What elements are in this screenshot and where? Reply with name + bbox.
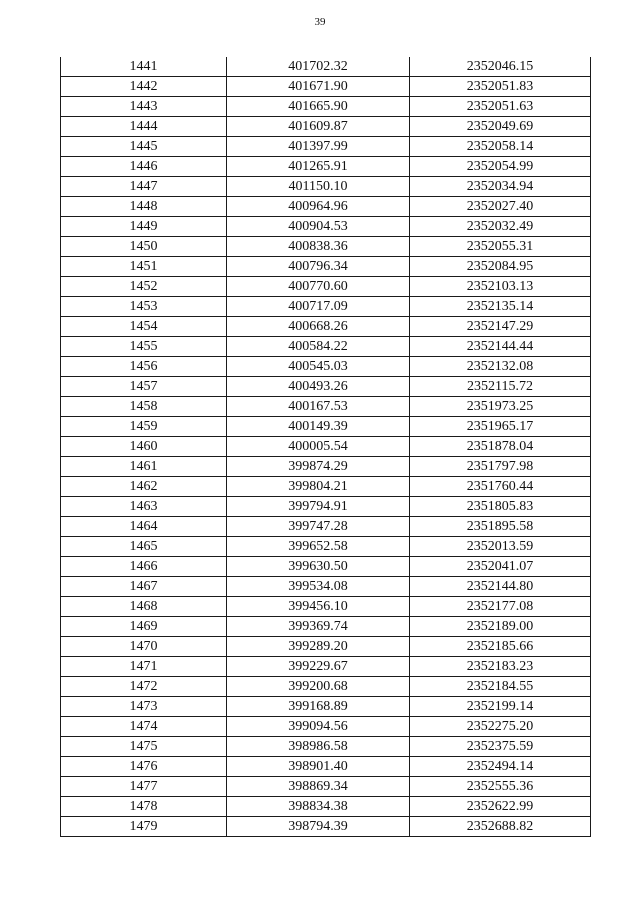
table-row	[61, 617, 591, 637]
x-coordinate-cell: 398794.39	[227, 817, 410, 837]
y-coordinate-cell: 2352494.14	[410, 757, 591, 777]
x-coordinate-cell: 400545.03	[227, 357, 410, 377]
y-coordinate-cell: 2352051.63	[410, 97, 591, 117]
table-row	[61, 457, 591, 477]
x-coordinate-cell: 400770.60	[227, 277, 410, 297]
point-number-cell: 1470	[61, 637, 227, 657]
table-row	[61, 177, 591, 197]
point-number-cell: 1475	[61, 737, 227, 757]
x-coordinate-cell: 401397.99	[227, 137, 410, 157]
point-number-cell: 1461	[61, 457, 227, 477]
x-coordinate-cell: 400904.53	[227, 217, 410, 237]
x-coordinate-cell: 400838.36	[227, 237, 410, 257]
table-row	[61, 397, 591, 417]
table-row	[61, 577, 591, 597]
y-coordinate-cell: 2351797.98	[410, 457, 591, 477]
x-coordinate-cell: 399456.10	[227, 597, 410, 617]
y-coordinate-cell: 2352032.49	[410, 217, 591, 237]
y-coordinate-cell: 2352034.94	[410, 177, 591, 197]
table-row	[61, 357, 591, 377]
point-number-cell: 1445	[61, 137, 227, 157]
point-number-cell: 1444	[61, 117, 227, 137]
point-number-cell: 1448	[61, 197, 227, 217]
table-row	[61, 637, 591, 657]
x-coordinate-cell: 398986.58	[227, 737, 410, 757]
x-coordinate-cell: 398834.38	[227, 797, 410, 817]
y-coordinate-cell: 2352185.66	[410, 637, 591, 657]
point-number-cell: 1441	[61, 57, 227, 77]
point-number-cell: 1459	[61, 417, 227, 437]
point-number-cell: 1476	[61, 757, 227, 777]
table-row	[61, 677, 591, 697]
table-row	[61, 97, 591, 117]
page-number: 39	[314, 16, 326, 28]
x-coordinate-cell: 399804.21	[227, 477, 410, 497]
y-coordinate-cell: 2352183.23	[410, 657, 591, 677]
y-coordinate-cell: 2352135.14	[410, 297, 591, 317]
point-number-cell: 1454	[61, 317, 227, 337]
y-coordinate-cell: 2352046.15	[410, 57, 591, 77]
x-coordinate-cell: 399534.08	[227, 577, 410, 597]
x-coordinate-cell: 399369.74	[227, 617, 410, 637]
point-number-cell: 1479	[61, 817, 227, 837]
x-coordinate-cell: 400717.09	[227, 297, 410, 317]
y-coordinate-cell: 2352041.07	[410, 557, 591, 577]
point-number-cell: 1449	[61, 217, 227, 237]
table-row	[61, 597, 591, 617]
y-coordinate-cell: 2352275.20	[410, 717, 591, 737]
table-row	[61, 537, 591, 557]
coordinate-table	[60, 57, 591, 837]
x-coordinate-cell: 401609.87	[227, 117, 410, 137]
table-row	[61, 417, 591, 437]
y-coordinate-cell: 2352115.72	[410, 377, 591, 397]
point-number-cell: 1463	[61, 497, 227, 517]
x-coordinate-cell: 399630.50	[227, 557, 410, 577]
x-coordinate-cell: 398869.34	[227, 777, 410, 797]
y-coordinate-cell: 2352177.08	[410, 597, 591, 617]
x-coordinate-cell: 399200.68	[227, 677, 410, 697]
y-coordinate-cell: 2352184.55	[410, 677, 591, 697]
y-coordinate-cell: 2352054.99	[410, 157, 591, 177]
y-coordinate-cell: 2352132.08	[410, 357, 591, 377]
table-row	[61, 337, 591, 357]
table-row	[61, 317, 591, 337]
y-coordinate-cell: 2351973.25	[410, 397, 591, 417]
point-number-cell: 1473	[61, 697, 227, 717]
y-coordinate-cell: 2352144.80	[410, 577, 591, 597]
point-number-cell: 1456	[61, 357, 227, 377]
point-number-cell: 1450	[61, 237, 227, 257]
x-coordinate-cell: 400149.39	[227, 417, 410, 437]
y-coordinate-cell: 2352147.29	[410, 317, 591, 337]
point-number-cell: 1443	[61, 97, 227, 117]
y-coordinate-cell: 2352688.82	[410, 817, 591, 837]
table-row	[61, 757, 591, 777]
x-coordinate-cell: 399229.67	[227, 657, 410, 677]
table-row	[61, 277, 591, 297]
y-coordinate-cell: 2352103.13	[410, 277, 591, 297]
table-row	[61, 437, 591, 457]
point-number-cell: 1469	[61, 617, 227, 637]
y-coordinate-cell: 2351965.17	[410, 417, 591, 437]
y-coordinate-cell: 2352013.59	[410, 537, 591, 557]
table-row	[61, 657, 591, 677]
table-row	[61, 497, 591, 517]
y-coordinate-cell: 2352189.00	[410, 617, 591, 637]
point-number-cell: 1453	[61, 297, 227, 317]
x-coordinate-cell: 401150.10	[227, 177, 410, 197]
point-number-cell: 1462	[61, 477, 227, 497]
point-number-cell: 1446	[61, 157, 227, 177]
x-coordinate-cell: 399168.89	[227, 697, 410, 717]
x-coordinate-cell: 400005.54	[227, 437, 410, 457]
x-coordinate-cell: 401665.90	[227, 97, 410, 117]
y-coordinate-cell: 2352144.44	[410, 337, 591, 357]
table-row	[61, 557, 591, 577]
y-coordinate-cell: 2352555.36	[410, 777, 591, 797]
point-number-cell: 1457	[61, 377, 227, 397]
table-row	[61, 217, 591, 237]
x-coordinate-cell: 401671.90	[227, 77, 410, 97]
x-coordinate-cell: 401702.32	[227, 57, 410, 77]
table-row	[61, 697, 591, 717]
x-coordinate-cell: 400167.53	[227, 397, 410, 417]
table-row	[61, 137, 591, 157]
y-coordinate-cell: 2351760.44	[410, 477, 591, 497]
point-number-cell: 1471	[61, 657, 227, 677]
x-coordinate-cell: 401265.91	[227, 157, 410, 177]
x-coordinate-cell: 399874.29	[227, 457, 410, 477]
x-coordinate-cell: 400668.26	[227, 317, 410, 337]
y-coordinate-cell: 2352622.99	[410, 797, 591, 817]
x-coordinate-cell: 399794.91	[227, 497, 410, 517]
table-row	[61, 517, 591, 537]
y-coordinate-cell: 2352375.59	[410, 737, 591, 757]
table-row	[61, 297, 591, 317]
x-coordinate-cell: 399289.20	[227, 637, 410, 657]
y-coordinate-cell: 2352055.31	[410, 237, 591, 257]
x-coordinate-cell: 398901.40	[227, 757, 410, 777]
table-row	[61, 377, 591, 397]
point-number-cell: 1460	[61, 437, 227, 457]
x-coordinate-cell: 400493.26	[227, 377, 410, 397]
x-coordinate-cell: 399747.28	[227, 517, 410, 537]
table-row	[61, 77, 591, 97]
y-coordinate-cell: 2351805.83	[410, 497, 591, 517]
point-number-cell: 1465	[61, 537, 227, 557]
table-row	[61, 157, 591, 177]
table-row	[61, 237, 591, 257]
y-coordinate-cell: 2352051.83	[410, 77, 591, 97]
x-coordinate-cell: 400584.22	[227, 337, 410, 357]
y-coordinate-cell: 2352058.14	[410, 137, 591, 157]
table-row	[61, 717, 591, 737]
y-coordinate-cell: 2352084.95	[410, 257, 591, 277]
point-number-cell: 1477	[61, 777, 227, 797]
x-coordinate-cell: 399094.56	[227, 717, 410, 737]
point-number-cell: 1442	[61, 77, 227, 97]
x-coordinate-cell: 399652.58	[227, 537, 410, 557]
point-number-cell: 1447	[61, 177, 227, 197]
coordinate-table-container	[60, 57, 590, 837]
point-number-cell: 1474	[61, 717, 227, 737]
point-number-cell: 1458	[61, 397, 227, 417]
point-number-cell: 1468	[61, 597, 227, 617]
x-coordinate-cell: 400964.96	[227, 197, 410, 217]
y-coordinate-cell: 2352199.14	[410, 697, 591, 717]
table-row	[61, 777, 591, 797]
x-coordinate-cell: 400796.34	[227, 257, 410, 277]
point-number-cell: 1464	[61, 517, 227, 537]
y-coordinate-cell: 2352049.69	[410, 117, 591, 137]
table-row	[61, 817, 591, 837]
table-row	[61, 257, 591, 277]
table-row	[61, 737, 591, 757]
table-row	[61, 117, 591, 137]
y-coordinate-cell: 2351878.04	[410, 437, 591, 457]
y-coordinate-cell: 2352027.40	[410, 197, 591, 217]
point-number-cell: 1466	[61, 557, 227, 577]
y-coordinate-cell: 2351895.58	[410, 517, 591, 537]
table-row	[61, 797, 591, 817]
point-number-cell: 1455	[61, 337, 227, 357]
table-row	[61, 477, 591, 497]
point-number-cell: 1451	[61, 257, 227, 277]
point-number-cell: 1472	[61, 677, 227, 697]
coordinate-table-body	[61, 57, 591, 837]
table-row	[61, 197, 591, 217]
point-number-cell: 1478	[61, 797, 227, 817]
point-number-cell: 1452	[61, 277, 227, 297]
table-row	[61, 57, 591, 77]
point-number-cell: 1467	[61, 577, 227, 597]
